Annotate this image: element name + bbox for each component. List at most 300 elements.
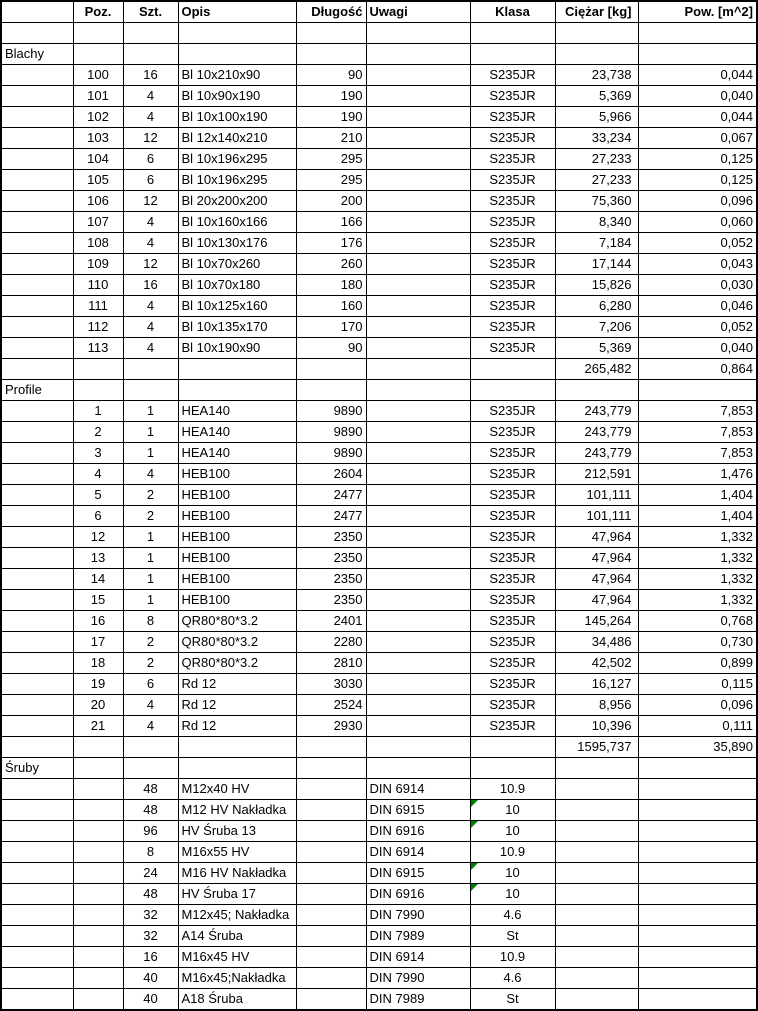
cell-uwagi[interactable] [366,548,470,569]
cell-uwagi[interactable] [366,569,470,590]
cell-szt[interactable]: 2 [123,653,178,674]
cell-poz[interactable]: 6 [73,506,123,527]
cell-ciezar[interactable]: 243,779 [555,401,638,422]
cell-dlugosc[interactable] [296,968,366,989]
cell-poz[interactable] [73,926,123,947]
cell-klasa[interactable]: S235JR [470,254,555,275]
cell-szt[interactable]: 1 [123,548,178,569]
cell-uwagi[interactable] [366,317,470,338]
cell-szt[interactable]: 2 [123,632,178,653]
cell-poz[interactable]: 103 [73,128,123,149]
cell-pow[interactable]: 0,040 [638,338,757,359]
cell-opis[interactable]: Bl 10x125x160 [178,296,296,317]
cell-klasa[interactable]: 10.9 [470,947,555,968]
cell-ciezar[interactable]: 243,779 [555,422,638,443]
cell-dlugosc[interactable]: 200 [296,191,366,212]
cell-opis[interactable]: HV Śruba 17 [178,884,296,905]
cell-rowhead[interactable] [1,128,73,149]
cell-uwagi[interactable] [366,212,470,233]
cell-szt[interactable]: 4 [123,107,178,128]
cell-klasa[interactable]: S235JR [470,464,555,485]
cell-opis[interactable]: Bl 20x200x200 [178,191,296,212]
cell-rowhead[interactable] [1,212,73,233]
cell-pow[interactable] [638,842,757,863]
cell-klasa[interactable]: S235JR [470,632,555,653]
cell-poz[interactable]: 2 [73,422,123,443]
cell-rowhead[interactable] [1,800,73,821]
cell-uwagi[interactable] [366,632,470,653]
cell-ciezar[interactable]: 47,964 [555,569,638,590]
cell-rowhead[interactable] [1,317,73,338]
cell-rowhead[interactable] [1,632,73,653]
cell-pow[interactable]: 0,040 [638,86,757,107]
cell-pow[interactable] [638,800,757,821]
cell-dlugosc[interactable]: 170 [296,317,366,338]
cell-uwagi[interactable] [366,464,470,485]
cell-pow[interactable] [638,884,757,905]
cell-pow[interactable]: 0,046 [638,296,757,317]
cell-opis[interactable]: Bl 10x90x190 [178,86,296,107]
cell-rowhead[interactable] [1,779,73,800]
cell-rowhead[interactable] [1,23,73,44]
cell-poz[interactable]: 102 [73,107,123,128]
cell-szt[interactable]: 32 [123,926,178,947]
cell-opis[interactable]: HEA140 [178,422,296,443]
cell-klasa[interactable]: S235JR [470,65,555,86]
cell-dlugosc[interactable] [296,989,366,1011]
cell-dlugosc[interactable]: 9890 [296,443,366,464]
cell-klasa[interactable]: S235JR [470,317,555,338]
cell-rowhead[interactable] [1,569,73,590]
cell-uwagi[interactable] [366,338,470,359]
cell-ciezar[interactable]: 16,127 [555,674,638,695]
cell-rowhead[interactable] [1,149,73,170]
cell-poz[interactable]: 18 [73,653,123,674]
cell-ciezar[interactable] [555,23,638,44]
cell-pow[interactable]: 0,111 [638,716,757,737]
cell-pow[interactable]: 7,853 [638,422,757,443]
cell-dlugosc[interactable] [296,380,366,401]
cell-rowhead[interactable] [1,695,73,716]
cell-szt[interactable]: 48 [123,779,178,800]
cell-opis[interactable]: HEB100 [178,464,296,485]
cell-szt[interactable]: 1 [123,401,178,422]
cell-ciezar[interactable]: 212,591 [555,464,638,485]
cell-szt[interactable] [123,359,178,380]
cell-szt[interactable]: 4 [123,212,178,233]
cell-rowhead[interactable] [1,107,73,128]
cell-dlugosc[interactable] [296,800,366,821]
cell-uwagi[interactable] [366,653,470,674]
cell-ciezar[interactable] [555,905,638,926]
cell-opis[interactable]: M16x45;Nakładka [178,968,296,989]
cell-poz[interactable] [73,23,123,44]
cell-pow[interactable] [638,926,757,947]
cell-pow[interactable]: 0,125 [638,170,757,191]
cell-rowhead[interactable] [1,590,73,611]
cell-rowhead[interactable] [1,65,73,86]
cell-dlugosc[interactable]: 2350 [296,569,366,590]
cell-poz[interactable] [73,905,123,926]
cell-poz[interactable]: 4 [73,464,123,485]
cell-poz[interactable]: 106 [73,191,123,212]
cell-pow[interactable]: 0,096 [638,191,757,212]
cell-ciezar[interactable] [555,884,638,905]
cell-pow[interactable] [638,863,757,884]
cell-opis[interactable]: HEA140 [178,443,296,464]
cell-dlugosc[interactable]: 2524 [296,695,366,716]
cell-rowhead[interactable] [1,485,73,506]
cell-pow[interactable] [638,905,757,926]
cell-klasa[interactable]: S235JR [470,674,555,695]
cell-rowhead[interactable] [1,611,73,632]
cell-uwagi[interactable]: DIN 6915 [366,863,470,884]
cell-pow[interactable]: 1,404 [638,485,757,506]
cell-szt[interactable]: 12 [123,254,178,275]
cell-szt[interactable]: 16 [123,947,178,968]
cell-pow[interactable]: 7,853 [638,401,757,422]
cell-dlugosc[interactable]: 210 [296,128,366,149]
cell-klasa[interactable]: S235JR [470,170,555,191]
header-cell-uwagi[interactable]: Uwagi [366,1,470,23]
cell-opis[interactable]: Bl 10x160x166 [178,212,296,233]
cell-dlugosc[interactable]: 166 [296,212,366,233]
cell-uwagi[interactable]: DIN 7990 [366,968,470,989]
cell-opis[interactable]: Bl 10x210x90 [178,65,296,86]
cell-dlugosc[interactable]: 180 [296,275,366,296]
cell-dlugosc[interactable]: 295 [296,170,366,191]
cell-opis[interactable]: Rd 12 [178,695,296,716]
cell-ciezar[interactable] [555,863,638,884]
cell-ciezar[interactable] [555,989,638,1011]
cell-opis[interactable] [178,737,296,758]
cell-klasa[interactable]: 10.9 [470,779,555,800]
cell-szt[interactable]: 4 [123,296,178,317]
section-title[interactable]: Śruby [1,758,73,779]
cell-opis[interactable]: Bl 10x100x190 [178,107,296,128]
cell-uwagi[interactable] [366,170,470,191]
cell-rowhead[interactable] [1,863,73,884]
cell-uwagi[interactable] [366,233,470,254]
cell-ciezar[interactable] [555,842,638,863]
cell-poz[interactable] [73,947,123,968]
cell-pow[interactable]: 1,476 [638,464,757,485]
cell-dlugosc[interactable]: 2604 [296,464,366,485]
cell-dlugosc[interactable] [296,926,366,947]
cell-ciezar[interactable]: 243,779 [555,443,638,464]
subtotal-pow[interactable]: 0,864 [638,359,757,380]
cell-rowhead[interactable] [1,275,73,296]
cell-pow[interactable]: 0,043 [638,254,757,275]
cell-szt[interactable]: 48 [123,800,178,821]
cell-opis[interactable]: M16x55 HV [178,842,296,863]
cell-szt[interactable]: 6 [123,149,178,170]
cell-uwagi[interactable] [366,590,470,611]
cell-szt[interactable] [123,23,178,44]
cell-ciezar[interactable] [555,821,638,842]
cell-opis[interactable] [178,44,296,65]
cell-poz[interactable]: 12 [73,527,123,548]
cell-ciezar[interactable]: 17,144 [555,254,638,275]
subtotal-ciezar[interactable]: 265,482 [555,359,638,380]
cell-uwagi[interactable]: DIN 6915 [366,800,470,821]
cell-ciezar[interactable] [555,800,638,821]
cell-klasa[interactable]: 10 [470,863,555,884]
cell-uwagi[interactable] [366,716,470,737]
cell-poz[interactable]: 17 [73,632,123,653]
cell-szt[interactable]: 16 [123,275,178,296]
cell-dlugosc[interactable]: 90 [296,65,366,86]
cell-pow[interactable]: 0,768 [638,611,757,632]
cell-rowhead[interactable] [1,716,73,737]
header-cell-opis[interactable]: Opis [178,1,296,23]
cell-rowhead[interactable] [1,821,73,842]
cell-ciezar[interactable] [555,779,638,800]
cell-klasa[interactable]: S235JR [470,611,555,632]
cell-dlugosc[interactable] [296,758,366,779]
cell-rowhead[interactable] [1,254,73,275]
cell-uwagi[interactable]: DIN 6914 [366,779,470,800]
cell-dlugosc[interactable]: 2477 [296,506,366,527]
cell-ciezar[interactable] [555,947,638,968]
cell-ciezar[interactable] [555,380,638,401]
cell-szt[interactable]: 2 [123,485,178,506]
cell-opis[interactable]: M12x40 HV [178,779,296,800]
cell-poz[interactable]: 104 [73,149,123,170]
cell-ciezar[interactable]: 42,502 [555,653,638,674]
section-title[interactable]: Profile [1,380,73,401]
cell-szt[interactable]: 1 [123,443,178,464]
cell-rowhead[interactable] [1,968,73,989]
cell-klasa[interactable]: S235JR [470,149,555,170]
cell-szt[interactable]: 1 [123,590,178,611]
cell-opis[interactable]: Bl 10x70x180 [178,275,296,296]
cell-ciezar[interactable]: 75,360 [555,191,638,212]
cell-poz[interactable]: 5 [73,485,123,506]
cell-opis[interactable]: HV Śruba 13 [178,821,296,842]
cell-szt[interactable]: 8 [123,611,178,632]
cell-szt[interactable]: 96 [123,821,178,842]
cell-uwagi[interactable] [366,275,470,296]
cell-rowhead[interactable] [1,359,73,380]
cell-klasa[interactable]: St [470,989,555,1011]
cell-pow[interactable]: 1,332 [638,569,757,590]
cell-uwagi[interactable] [366,674,470,695]
cell-poz[interactable] [73,821,123,842]
cell-klasa[interactable]: S235JR [470,443,555,464]
cell-ciezar[interactable]: 101,111 [555,506,638,527]
cell-ciezar[interactable]: 101,111 [555,485,638,506]
cell-dlugosc[interactable] [296,779,366,800]
cell-opis[interactable]: HEB100 [178,548,296,569]
cell-klasa[interactable]: S235JR [470,548,555,569]
cell-pow[interactable]: 0,044 [638,107,757,128]
cell-ciezar[interactable] [555,44,638,65]
cell-rowhead[interactable] [1,233,73,254]
cell-uwagi[interactable]: DIN 6914 [366,947,470,968]
cell-klasa[interactable]: S235JR [470,569,555,590]
cell-uwagi[interactable] [366,149,470,170]
cell-opis[interactable]: M16 HV Nakładka [178,863,296,884]
cell-poz[interactable]: 14 [73,569,123,590]
cell-uwagi[interactable]: DIN 6914 [366,842,470,863]
cell-klasa[interactable]: S235JR [470,716,555,737]
cell-klasa[interactable]: St [470,926,555,947]
cell-szt[interactable]: 40 [123,968,178,989]
header-cell-klasa[interactable]: Klasa [470,1,555,23]
cell-klasa[interactable]: 10 [470,800,555,821]
cell-szt[interactable]: 1 [123,422,178,443]
subtotal-pow[interactable]: 35,890 [638,737,757,758]
cell-uwagi[interactable]: DIN 7990 [366,905,470,926]
cell-klasa[interactable]: S235JR [470,296,555,317]
cell-opis[interactable] [178,359,296,380]
cell-pow[interactable]: 0,030 [638,275,757,296]
cell-pow[interactable]: 0,115 [638,674,757,695]
header-cell-pow[interactable]: Pow. [m^2] [638,1,757,23]
cell-klasa[interactable]: S235JR [470,233,555,254]
cell-klasa[interactable]: S235JR [470,506,555,527]
cell-klasa[interactable]: S235JR [470,191,555,212]
cell-uwagi[interactable] [366,254,470,275]
cell-poz[interactable]: 21 [73,716,123,737]
cell-dlugosc[interactable] [296,842,366,863]
cell-uwagi[interactable]: DIN 7989 [366,926,470,947]
cell-rowhead[interactable] [1,422,73,443]
cell-uwagi[interactable] [366,44,470,65]
cell-dlugosc[interactable] [296,44,366,65]
cell-szt[interactable] [123,380,178,401]
cell-dlugosc[interactable] [296,23,366,44]
cell-poz[interactable]: 13 [73,548,123,569]
cell-rowhead[interactable] [1,506,73,527]
cell-ciezar[interactable]: 47,964 [555,527,638,548]
cell-rowhead[interactable] [1,905,73,926]
cell-opis[interactable]: Bl 12x140x210 [178,128,296,149]
cell-opis[interactable]: HEB100 [178,485,296,506]
cell-ciezar[interactable]: 7,206 [555,317,638,338]
cell-rowhead[interactable] [1,653,73,674]
cell-rowhead[interactable] [1,548,73,569]
cell-poz[interactable]: 1 [73,401,123,422]
cell-dlugosc[interactable] [296,821,366,842]
cell-uwagi[interactable] [366,380,470,401]
cell-poz[interactable]: 100 [73,65,123,86]
cell-poz[interactable]: 111 [73,296,123,317]
cell-poz[interactable]: 3 [73,443,123,464]
cell-opis[interactable]: Bl 10x196x295 [178,149,296,170]
cell-ciezar[interactable]: 5,369 [555,86,638,107]
cell-poz[interactable] [73,737,123,758]
cell-rowhead[interactable] [1,464,73,485]
cell-ciezar[interactable]: 8,956 [555,695,638,716]
cell-uwagi[interactable]: DIN 6916 [366,821,470,842]
cell-dlugosc[interactable]: 190 [296,86,366,107]
cell-ciezar[interactable]: 47,964 [555,548,638,569]
cell-dlugosc[interactable] [296,947,366,968]
cell-pow[interactable]: 0,730 [638,632,757,653]
cell-szt[interactable]: 4 [123,464,178,485]
cell-dlugosc[interactable]: 2477 [296,485,366,506]
cell-pow[interactable] [638,821,757,842]
cell-uwagi[interactable] [366,485,470,506]
cell-klasa[interactable]: 10 [470,884,555,905]
cell-szt[interactable]: 24 [123,863,178,884]
cell-poz[interactable] [73,359,123,380]
cell-klasa[interactable] [470,23,555,44]
cell-dlugosc[interactable] [296,884,366,905]
cell-pow[interactable] [638,380,757,401]
cell-poz[interactable]: 112 [73,317,123,338]
cell-dlugosc[interactable] [296,359,366,380]
cell-ciezar[interactable]: 15,826 [555,275,638,296]
cell-szt[interactable]: 12 [123,128,178,149]
cell-uwagi[interactable] [366,107,470,128]
cell-opis[interactable] [178,758,296,779]
cell-rowhead[interactable] [1,989,73,1011]
cell-dlugosc[interactable]: 2350 [296,548,366,569]
cell-ciezar[interactable] [555,758,638,779]
cell-poz[interactable]: 109 [73,254,123,275]
cell-dlugosc[interactable]: 3030 [296,674,366,695]
cell-dlugosc[interactable]: 2280 [296,632,366,653]
cell-poz[interactable] [73,779,123,800]
cell-rowhead[interactable] [1,401,73,422]
cell-dlugosc[interactable]: 2930 [296,716,366,737]
cell-dlugosc[interactable]: 260 [296,254,366,275]
cell-pow[interactable] [638,44,757,65]
cell-uwagi[interactable] [366,758,470,779]
cell-ciezar[interactable]: 47,964 [555,590,638,611]
cell-dlugosc[interactable]: 160 [296,296,366,317]
cell-pow[interactable]: 0,044 [638,65,757,86]
cell-pow[interactable]: 0,899 [638,653,757,674]
cell-opis[interactable]: M12 HV Nakładka [178,800,296,821]
cell-ciezar[interactable]: 8,340 [555,212,638,233]
cell-szt[interactable]: 4 [123,695,178,716]
cell-dlugosc[interactable] [296,863,366,884]
cell-rowhead[interactable] [1,296,73,317]
cell-opis[interactable]: M12x45; Nakładka [178,905,296,926]
cell-ciezar[interactable]: 145,264 [555,611,638,632]
header-cell-rowhead[interactable] [1,1,73,23]
cell-uwagi[interactable] [366,611,470,632]
cell-ciezar[interactable]: 33,234 [555,128,638,149]
cell-klasa[interactable]: S235JR [470,401,555,422]
cell-ciezar[interactable]: 27,233 [555,149,638,170]
cell-opis[interactable] [178,23,296,44]
section-title[interactable]: Blachy [1,44,73,65]
cell-dlugosc[interactable]: 2350 [296,527,366,548]
cell-opis[interactable] [178,380,296,401]
cell-rowhead[interactable] [1,842,73,863]
cell-szt[interactable]: 6 [123,674,178,695]
cell-pow[interactable] [638,758,757,779]
cell-dlugosc[interactable]: 9890 [296,401,366,422]
cell-pow[interactable]: 7,853 [638,443,757,464]
cell-pow[interactable]: 0,052 [638,233,757,254]
cell-uwagi[interactable] [366,527,470,548]
cell-poz[interactable] [73,758,123,779]
cell-szt[interactable]: 4 [123,86,178,107]
cell-dlugosc[interactable]: 176 [296,233,366,254]
cell-poz[interactable] [73,842,123,863]
cell-klasa[interactable]: S235JR [470,527,555,548]
cell-klasa[interactable]: 10.9 [470,842,555,863]
cell-szt[interactable]: 12 [123,191,178,212]
cell-rowhead[interactable] [1,737,73,758]
cell-opis[interactable]: A18 Śruba [178,989,296,1011]
